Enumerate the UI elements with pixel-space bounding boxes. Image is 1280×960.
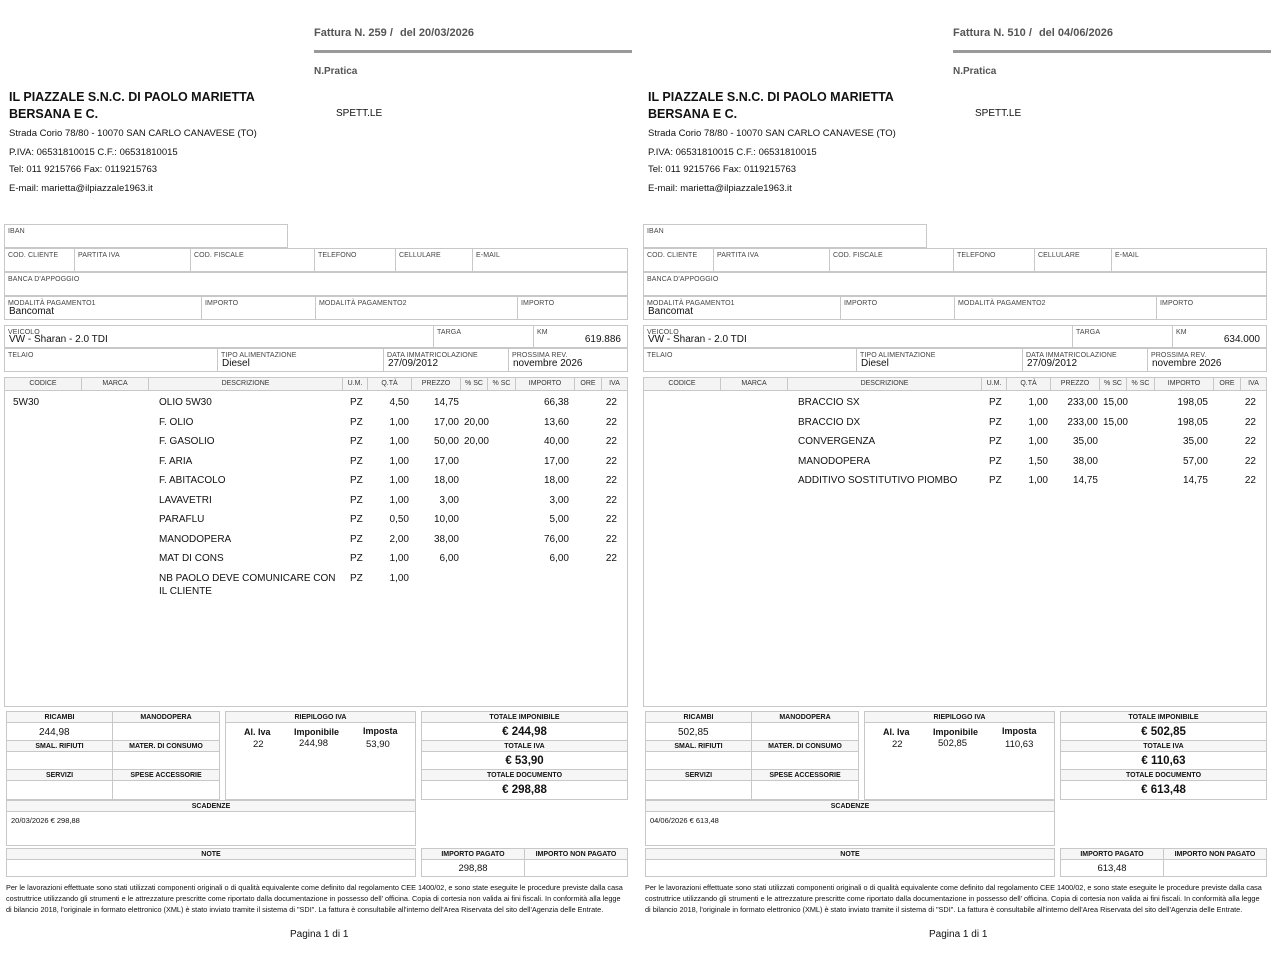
company-name-line1: IL PIAZZALE S.N.C. DI PAOLO MARIETTA <box>648 90 894 104</box>
cell-um: PZ <box>350 553 363 564</box>
table-row <box>644 436 1268 455</box>
table-row <box>5 553 629 572</box>
bank-row <box>4 272 628 296</box>
cell-importo: 17,00 <box>543 455 569 467</box>
page-number: Pagina 1 di 1 <box>290 929 349 940</box>
cell-desc: BRACCIO SX <box>798 397 860 408</box>
invoice-date-label: del <box>1038 27 1055 39</box>
imponibile-value: 244,98 <box>299 738 329 749</box>
importo-pagato-label: IMPORTO PAGATO <box>422 849 524 860</box>
cell-importo: 76,00 <box>543 533 569 545</box>
col-codice: CODICE <box>5 378 82 390</box>
payment-status <box>1060 848 1267 877</box>
cell-um: PZ <box>989 436 1002 447</box>
table-row <box>5 534 629 553</box>
manodopera-label: MANODOPERA <box>752 712 858 723</box>
telefono-label: TELEFONO <box>957 252 996 259</box>
invoice-title <box>953 27 1113 39</box>
cell-prezzo: 233,00 <box>1067 397 1098 408</box>
cod-fiscale-label: COD. FISCALE <box>833 252 883 259</box>
smal-rifiuti-label: SMAL. RIFIUTI <box>646 741 751 752</box>
prossima-rev-value: novembre 2026 <box>513 358 583 369</box>
table-row <box>5 417 629 436</box>
modalita2-label: MODALITÀ PAGAMENTO2 <box>319 300 407 307</box>
cell-prezzo: 233,00 <box>1067 416 1098 428</box>
ricambi-label: RICAMBI <box>646 712 751 723</box>
cell-importo: 13,60 <box>543 416 569 428</box>
col-marca: MARCA <box>82 378 149 390</box>
imponibile-label: Imponibile <box>294 727 339 737</box>
cell-prezzo: 50,00 <box>433 436 459 447</box>
cod-cliente-label: COD. CLIENTE <box>8 252 59 259</box>
imposta-label: Imposta <box>363 726 398 736</box>
immatricolazione-label: DATA IMMATRICOLAZIONE <box>387 352 478 359</box>
totale-documento-label: TOTALE DOCUMENTO <box>422 770 627 781</box>
table-row <box>5 475 629 494</box>
company-name-line2: BERSANA E C. <box>648 107 738 121</box>
totals <box>1060 711 1267 800</box>
cell-prezzo: 35,00 <box>1072 436 1098 447</box>
col-iva: IVA <box>609 380 620 387</box>
mater-consumo-label: MATER. DI CONSUMO <box>113 741 219 752</box>
cell-um: PZ <box>350 455 363 467</box>
cell-um: PZ <box>350 416 363 428</box>
totale-iva-value: € 53,90 <box>505 755 544 767</box>
riepilogo-iva-label: RIEPILOGO IVA <box>226 712 415 723</box>
cell-qta: 1,00 <box>389 416 409 428</box>
cell-desc: MAT DI CONS <box>159 553 224 564</box>
table-row <box>5 495 629 514</box>
scadenze-box <box>645 800 1055 846</box>
table-row <box>644 475 1268 494</box>
col-importo: IMPORTO <box>1155 378 1214 390</box>
company-name-line1: IL PIAZZALE S.N.C. DI PAOLO MARIETTA <box>9 90 255 104</box>
cell-iva: 22 <box>605 436 617 447</box>
telaio-label: TELAIO <box>647 352 673 359</box>
cell-importo: 66,38 <box>543 397 569 408</box>
chassis-row <box>4 348 628 372</box>
cell-desc: F. ABITACOLO <box>159 475 226 486</box>
cod-fiscale-label: COD. FISCALE <box>194 252 244 259</box>
banca-label: BANCA D'APPOGGIO <box>647 276 719 283</box>
cell-sc: 20,00 <box>463 436 489 447</box>
cell-importo: 35,00 <box>1182 436 1208 447</box>
vehicle-value: VW - Sharan - 2.0 TDI <box>648 334 747 345</box>
cell-prezzo: 17,00 <box>433 455 459 467</box>
servizi-label: SERVIZI <box>7 770 112 781</box>
cell-importo: 40,00 <box>543 436 569 447</box>
cell-iva: 22 <box>605 475 617 486</box>
company-name-line2: BERSANA E C. <box>9 107 99 121</box>
cellulare-label: CELLULARE <box>1038 252 1080 259</box>
payment-status <box>421 848 628 877</box>
totale-imponibile-label: TOTALE IMPONIBILE <box>422 712 627 723</box>
cell-sc: 15,00 <box>1102 397 1128 408</box>
telefono-label: TELEFONO <box>318 252 357 259</box>
imponibile-value: 502,85 <box>938 738 968 749</box>
cell-prezzo: 14,75 <box>433 397 459 408</box>
scadenze-label: SCADENZE <box>646 801 1054 812</box>
invoice-left <box>4 0 634 960</box>
table-row <box>5 572 629 597</box>
legal-notice: Per le lavorazioni effettuate sono stati utilizzati componenti originali o di qualità equivalente come definito dal regolamento CEE 1400/02, e sono state eseguite le procedure previste dalla casa costruttrice utilizzando gli strumenti e le attrezzature prescritte come riportato dalla documentazione in possesso dell' officina. Copia di cortesia non valida ai fini fiscali. In conformità alla legge di bilancio 2018, l'originale in formato elettronico (XML) è stato inviato tramite il sistema di "SDI". La fattura è consultabile all'interno dell'Area Riservata del sito dell'Agenzia delle Entrate. <box>6 883 623 914</box>
table-row <box>5 456 629 475</box>
col-sc2: % SC <box>488 378 516 390</box>
col-ore: ORE <box>1214 378 1241 390</box>
importo2-label: IMPORTO <box>1160 300 1194 307</box>
invoice-number-label: Fattura N. <box>314 27 366 39</box>
recipient-label: SPETT.LE <box>336 108 383 119</box>
note-box <box>645 848 1055 877</box>
cell-importo: 18,00 <box>543 475 569 486</box>
mater-consumo-label: MATER. DI CONSUMO <box>752 741 858 752</box>
company-vat: P.IVA: 06531810015 C.F.: 06531810015 <box>9 147 178 158</box>
imposta-value: 110,63 <box>1005 739 1034 750</box>
immatricolazione-label: DATA IMMATRICOLAZIONE <box>1026 352 1117 359</box>
cell-qta: 1,00 <box>389 553 409 564</box>
table-row <box>644 417 1268 436</box>
km-value: 634.000 <box>1223 334 1260 345</box>
cell-qta: 1,00 <box>389 494 409 506</box>
riepilogo-iva-label: RIEPILOGO IVA <box>865 712 1054 723</box>
fuel-value: Diesel <box>861 358 889 369</box>
col-codice: CODICE <box>644 378 721 390</box>
totale-iva-label: TOTALE IVA <box>1061 741 1266 752</box>
imposta-label: Imposta <box>1002 726 1037 736</box>
spese-accessorie-label: SPESE ACCESSORIE <box>113 770 219 781</box>
cell-desc: F. GASOLIO <box>159 436 215 447</box>
invoice-date-label: del <box>399 27 416 39</box>
col-ore: ORE <box>575 378 602 390</box>
note-label: NOTE <box>646 849 1054 860</box>
cell-iva: 22 <box>605 397 617 408</box>
cell-iva: 22 <box>605 553 617 564</box>
partita-iva-label: PARTITA IVA <box>78 252 120 259</box>
vehicle-row <box>4 325 628 348</box>
cell-importo: 57,00 <box>1182 455 1208 467</box>
col-sc2: % SC <box>1127 378 1155 390</box>
cell-um: PZ <box>989 475 1002 486</box>
title-divider <box>953 50 1271 53</box>
km-label: KM <box>1176 329 1187 336</box>
modalita1-label: MODALITÀ PAGAMENTO1 <box>647 300 735 307</box>
modalita1-label: MODALITÀ PAGAMENTO1 <box>8 300 96 307</box>
customer-row <box>4 248 628 272</box>
cell-codice: 5W30 <box>13 397 40 408</box>
cell-prezzo: 10,00 <box>433 514 459 525</box>
aliquota-value: 22 <box>253 739 264 750</box>
cell-desc: F. ARIA <box>159 455 193 467</box>
table-row <box>5 514 629 533</box>
cell-sc: 20,00 <box>463 416 489 428</box>
cell-prezzo: 14,75 <box>1072 475 1098 486</box>
cell-iva: 22 <box>605 494 617 506</box>
veicolo-label: VEICOLO <box>647 329 679 336</box>
payment-method: Bancomat <box>648 306 694 317</box>
cell-importo: 198,05 <box>1177 416 1208 428</box>
cell-qta: 1,00 <box>389 475 409 486</box>
payment-row <box>4 296 628 320</box>
invoice-number: 510 / <box>1007 27 1032 39</box>
chassis-row <box>643 348 1267 372</box>
cell-um: PZ <box>350 475 363 486</box>
items-table-body <box>4 391 628 707</box>
aliquota-label: Al. Iva <box>244 727 271 737</box>
prossima-rev-value: novembre 2026 <box>1152 358 1222 369</box>
totale-iva-label: TOTALE IVA <box>422 741 627 752</box>
totale-imponibile-value: € 502,85 <box>1141 726 1186 738</box>
cell-prezzo: 3,00 <box>439 494 459 506</box>
cell-desc: NB PAOLO DEVE COMUNICARE CON <box>159 572 336 584</box>
cell-um: PZ <box>350 572 363 584</box>
manodopera-label: MANODOPERA <box>113 712 219 723</box>
vehicle-row <box>643 325 1267 348</box>
page-number: Pagina 1 di 1 <box>929 929 988 940</box>
targa-label: TARGA <box>437 329 462 336</box>
items-table-header <box>4 377 628 391</box>
cell-um: PZ <box>350 397 363 408</box>
servizi-label: SERVIZI <box>646 770 751 781</box>
cell-desc: OLIO 5W30 <box>159 397 212 408</box>
cell-importo: 6,00 <box>549 553 569 564</box>
cell-um: PZ <box>350 514 363 525</box>
email-label: E-MAIL <box>476 252 500 259</box>
col-prezzo: PREZZO <box>412 378 461 390</box>
company-phone: Tel: 011 9215766 Fax: 0119215763 <box>648 164 797 175</box>
modalita2-label: MODALITÀ PAGAMENTO2 <box>958 300 1046 307</box>
importo-non-pagato-label: IMPORTO NON PAGATO <box>525 849 627 860</box>
alimentazione-label: TIPO ALIMENTAZIONE <box>221 352 297 359</box>
scadenze-label: SCADENZE <box>7 801 415 812</box>
cell-iva: 22 <box>1244 397 1256 408</box>
cell-iva: 22 <box>1244 416 1256 428</box>
totale-documento-value: € 613,48 <box>1141 784 1186 796</box>
col-sc1: % SC <box>461 378 488 390</box>
company-name <box>648 89 948 123</box>
cell-desc: ADDITIVO SOSTITUTIVO PIOMBO <box>798 475 958 486</box>
recipient-label: SPETT.LE <box>975 108 1022 119</box>
cell-desc: MANODOPERA <box>798 455 871 467</box>
cod-cliente-label: COD. CLIENTE <box>647 252 698 259</box>
cell-importo: 5,00 <box>549 514 569 525</box>
aliquota-label: Al. Iva <box>883 727 910 737</box>
ricambi-value: 244,98 <box>39 727 70 738</box>
table-row <box>5 397 629 416</box>
telaio-label: TELAIO <box>8 352 34 359</box>
km-value: 619.886 <box>584 334 621 345</box>
totale-iva-value: € 110,63 <box>1141 755 1186 767</box>
partita-iva-label: PARTITA IVA <box>717 252 759 259</box>
imposta-value: 53,90 <box>366 739 390 750</box>
company-email: E-mail: marietta@ilpiazzale1963.it <box>9 183 153 194</box>
scadenze-value: 04/06/2026 € 613,48 <box>650 816 719 825</box>
company-email: E-mail: marietta@ilpiazzale1963.it <box>648 183 792 194</box>
cell-qta: 1,00 <box>1028 436 1048 447</box>
col-um: U.M. <box>343 378 368 390</box>
riepilogo-iva <box>225 711 416 800</box>
cell-desc: LAVAVETRI <box>159 494 212 506</box>
items-table-body <box>643 391 1267 707</box>
pratica-label: N.Pratica <box>953 66 997 77</box>
col-qta: Q.TÀ <box>368 378 412 390</box>
cell-desc: BRACCIO DX <box>798 416 861 428</box>
cell-qta: 1,00 <box>389 572 409 584</box>
cell-iva: 22 <box>1244 455 1256 467</box>
col-um: U.M. <box>982 378 1007 390</box>
items-table-header <box>643 377 1267 391</box>
cell-importo: 14,75 <box>1182 475 1208 486</box>
col-sc1: % SC <box>1100 378 1127 390</box>
col-importo: IMPORTO <box>516 378 575 390</box>
totale-documento-label: TOTALE DOCUMENTO <box>1061 770 1266 781</box>
cell-um: PZ <box>350 494 363 506</box>
col-qta: Q.TÀ <box>1007 378 1051 390</box>
cost-breakdown <box>645 711 859 800</box>
cell-qta: 1,00 <box>389 455 409 467</box>
cell-um: PZ <box>350 533 363 545</box>
km-label: KM <box>537 329 548 336</box>
importo-non-pagato-label: IMPORTO NON PAGATO <box>1164 849 1266 860</box>
cell-um: PZ <box>350 436 363 447</box>
vehicle-value: VW - Sharan - 2.0 TDI <box>9 334 108 345</box>
aliquota-value: 22 <box>892 739 903 750</box>
invoice-right <box>643 0 1273 960</box>
cell-qta: 1,00 <box>1028 416 1048 428</box>
cell-iva: 22 <box>605 514 617 525</box>
riepilogo-iva <box>864 711 1055 800</box>
totale-imponibile-value: € 244,98 <box>502 726 547 738</box>
company-vat: P.IVA: 06531810015 C.F.: 06531810015 <box>648 147 817 158</box>
scadenze-value: 20/03/2026 € 298,88 <box>11 816 80 825</box>
veicolo-label: VEICOLO <box>8 329 40 336</box>
importo2-label: IMPORTO <box>521 300 555 307</box>
col-iva: IVA <box>1248 380 1259 387</box>
cell-iva: 22 <box>605 416 617 428</box>
cell-desc: CONVERGENZA <box>798 436 876 447</box>
cellulare-label: CELLULARE <box>399 252 441 259</box>
totale-imponibile-label: TOTALE IMPONIBILE <box>1061 712 1266 723</box>
fuel-value: Diesel <box>222 358 250 369</box>
payment-row <box>643 296 1267 320</box>
targa-label: TARGA <box>1076 329 1101 336</box>
scadenze-box <box>6 800 416 846</box>
cell-prezzo: 17,00 <box>433 416 459 428</box>
bank-row <box>643 272 1267 296</box>
cell-iva: 22 <box>605 533 617 545</box>
legal-notice: Per le lavorazioni effettuate sono stati utilizzati componenti originali o di qualità equivalente come definito dal regolamento CEE 1400/02, e sono state eseguite le procedure previste dalla casa costruttrice utilizzando gli strumenti e le attrezzature prescritte come riportato dalla documentazione in possesso dell' officina. Copia di cortesia non valida ai fini fiscali. In conformità alla legge di bilancio 2018, l'originale in formato elettronico (XML) è stato inviato tramite il sistema di "SDI". La fattura è consultabile all'interno dell'Area Riservata del sito dell'Agenzia delle Entrate. <box>645 883 1262 914</box>
cell-qta: 1,00 <box>389 436 409 447</box>
iban-field <box>643 224 927 248</box>
cell-prezzo: 38,00 <box>1072 455 1098 467</box>
iban-label: IBAN <box>8 228 25 235</box>
importo1-label: IMPORTO <box>205 300 239 307</box>
col-prezzo: PREZZO <box>1051 378 1100 390</box>
invoice-number: 259 / <box>368 27 393 39</box>
company-name <box>9 89 309 123</box>
cell-iva: 22 <box>1244 436 1256 447</box>
cell-prezzo: 18,00 <box>433 475 459 486</box>
immatricolazione-value: 27/09/2012 <box>388 358 439 369</box>
immatricolazione-value: 27/09/2012 <box>1027 358 1078 369</box>
company-address: Strada Corio 78/80 - 10070 SAN CARLO CANAVESE (TO) <box>9 128 257 139</box>
cell-qta: 1,00 <box>1028 475 1048 486</box>
cell-importo: 3,00 <box>549 494 569 506</box>
cell-iva: 22 <box>1244 475 1256 486</box>
company-phone: Tel: 011 9215766 Fax: 0119215763 <box>9 164 158 175</box>
pratica-label: N.Pratica <box>314 66 358 77</box>
cell-qta: 1,50 <box>1028 455 1048 467</box>
ricambi-label: RICAMBI <box>7 712 112 723</box>
cost-breakdown <box>6 711 220 800</box>
cell-sc: 15,00 <box>1102 416 1128 428</box>
col-descrizione: DESCRIZIONE <box>788 378 982 390</box>
cell-um: PZ <box>989 397 1002 408</box>
cell-importo: 198,05 <box>1177 397 1208 408</box>
cell-desc: PARAFLU <box>159 514 205 525</box>
invoice-date: 20/03/2026 <box>418 27 474 39</box>
cell-desc: MANODOPERA <box>159 533 232 545</box>
spese-accessorie-label: SPESE ACCESSORIE <box>752 770 858 781</box>
invoice-number-label: Fattura N. <box>953 27 1005 39</box>
prossima-rev-label: PROSSIMA REV. <box>512 352 568 359</box>
col-marca: MARCA <box>721 378 788 390</box>
totale-documento-value: € 298,88 <box>502 784 547 796</box>
importo-pagato-label: IMPORTO PAGATO <box>1061 849 1163 860</box>
note-label: NOTE <box>7 849 415 860</box>
ricambi-value: 502,85 <box>678 727 709 738</box>
invoice-date: 04/06/2026 <box>1057 27 1113 39</box>
cell-qta: 1,00 <box>1028 397 1048 408</box>
alimentazione-label: TIPO ALIMENTAZIONE <box>860 352 936 359</box>
cell-qta: 0,50 <box>389 514 409 525</box>
cell-qta: 2,00 <box>389 533 409 545</box>
cell-um: PZ <box>989 416 1002 428</box>
cell-prezzo: 6,00 <box>439 553 459 564</box>
customer-row <box>643 248 1267 272</box>
company-address: Strada Corio 78/80 - 10070 SAN CARLO CANAVESE (TO) <box>648 128 896 139</box>
iban-field <box>4 224 288 248</box>
cell-desc-line2: IL CLIENTE <box>159 585 212 597</box>
table-row <box>644 456 1268 475</box>
cell-um: PZ <box>989 455 1002 467</box>
cell-iva: 22 <box>605 455 617 467</box>
payment-method: Bancomat <box>9 306 55 317</box>
cell-prezzo: 38,00 <box>433 533 459 545</box>
banca-label: BANCA D'APPOGGIO <box>8 276 80 283</box>
invoice-title <box>314 27 474 39</box>
importo1-label: IMPORTO <box>844 300 878 307</box>
table-row <box>644 397 1268 416</box>
importo-pagato-value: 298,88 <box>458 863 488 874</box>
table-row <box>5 436 629 455</box>
cell-qta: 4,50 <box>389 397 409 408</box>
prossima-rev-label: PROSSIMA REV. <box>1151 352 1207 359</box>
col-descrizione: DESCRIZIONE <box>149 378 343 390</box>
importo-pagato-value: 613,48 <box>1097 863 1127 874</box>
imponibile-label: Imponibile <box>933 727 978 737</box>
totals <box>421 711 628 800</box>
note-box <box>6 848 416 877</box>
title-divider <box>314 50 632 53</box>
smal-rifiuti-label: SMAL. RIFIUTI <box>7 741 112 752</box>
iban-label: IBAN <box>647 228 664 235</box>
cell-desc: F. OLIO <box>159 416 194 428</box>
email-label: E-MAIL <box>1115 252 1139 259</box>
